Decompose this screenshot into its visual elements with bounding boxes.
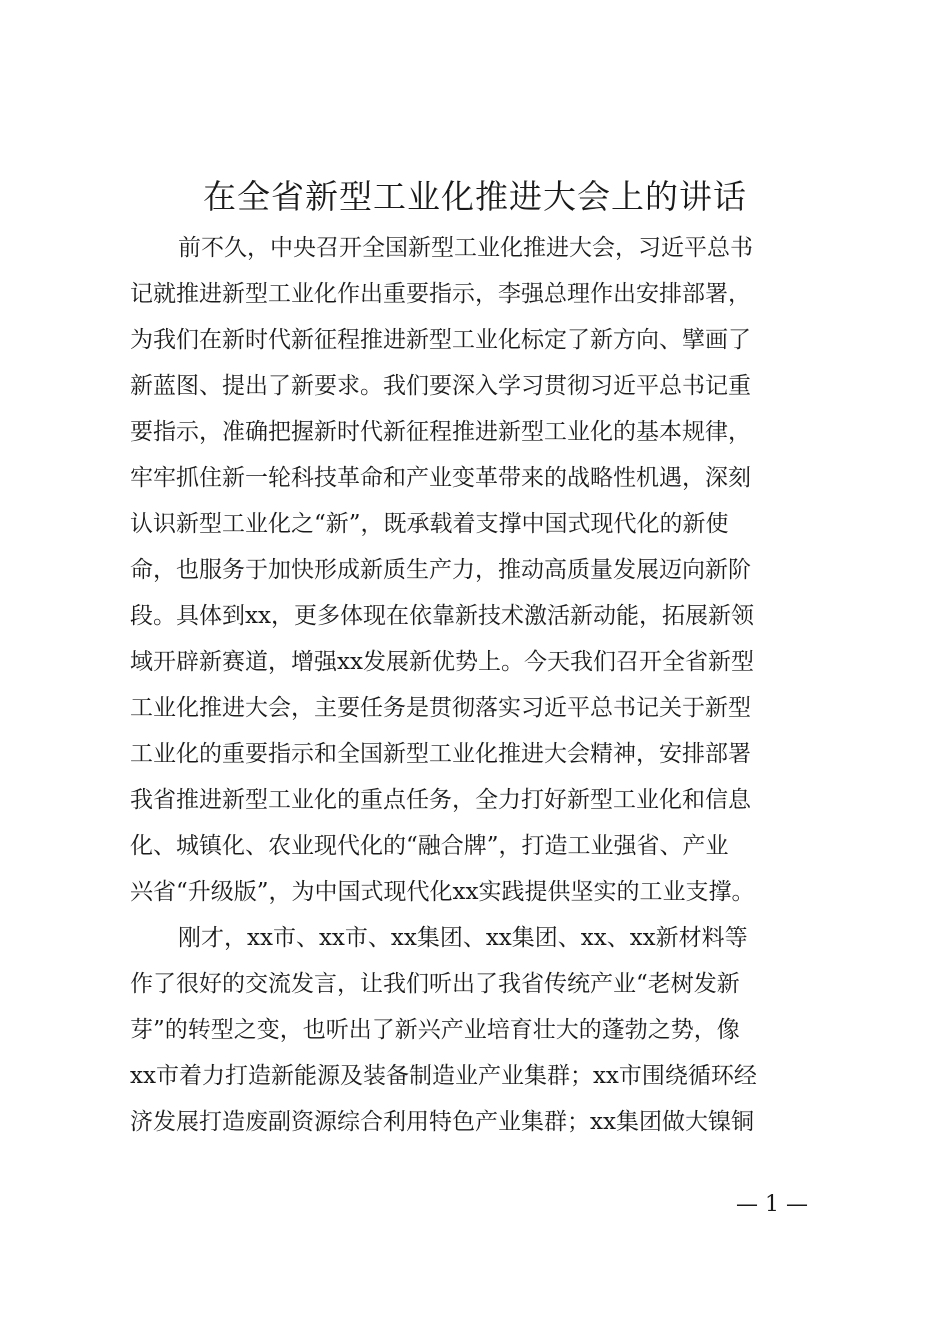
paragraph-1-line-8: 命，也服务于加快形成新质生产力，推动高质量发展迈向新阶 xyxy=(130,557,751,583)
paragraph-1-line-15: 兴省“升级版”，为中国式现代化xx实践提供坚实的工业支撑。 xyxy=(130,879,755,905)
document-body xyxy=(130,225,830,1145)
paragraph-1-line-2: 记就推进新型工业化作出重要指示，李强总理作出安排部署， xyxy=(130,281,751,307)
paragraph-1-line-1: 前不久，中央召开全国新型工业化推进大会，习近平总书 xyxy=(178,235,753,261)
paragraph-1-line-3: 为我们在新时代新征程推进新型工业化标定了新方向、擘画了 xyxy=(130,327,751,353)
paragraph-1-line-7: 认识新型工业化之“新”，既承载着支撑中国式现代化的新使 xyxy=(130,511,729,537)
page-number: — 1 — xyxy=(736,1192,808,1217)
paragraph-2-line-5: 济发展打造废副资源综合利用特色产业集群；xx集团做大镍铜 xyxy=(130,1109,754,1135)
paragraph-1-line-9: 段。具体到xx，更多体现在依靠新技术激活新动能，拓展新领 xyxy=(130,603,754,629)
paragraph-1-line-13: 我省推进新型工业化的重点任务，全力打好新型工业化和信息 xyxy=(130,787,751,813)
paragraph-2-line-2: 作了很好的交流发言，让我们听出了我省传统产业“老树发新 xyxy=(130,971,740,997)
paragraph-1-line-11: 工业化推进大会，主要任务是贯彻落实习近平总书记关于新型 xyxy=(130,695,751,721)
paragraph-1-line-10: 域开辟新赛道，增强xx发展新优势上。今天我们召开全省新型 xyxy=(130,649,754,675)
paragraph-1-line-14: 化、城镇化、农业现代化的“融合牌”，打造工业强省、产业 xyxy=(130,833,729,859)
document-title: 在全省新型工业化推进大会上的讲话 xyxy=(203,177,747,216)
paragraph-2-line-3: 芽”的转型之变，也听出了新兴产业培育壮大的蓬勃之势，像 xyxy=(130,1017,740,1043)
paragraph-1-line-5: 要指示，准确把握新时代新征程推进新型工业化的基本规律， xyxy=(130,419,751,445)
paragraph-1-line-4: 新蓝图、提出了新要求。我们要深入学习贯彻习近平总书记重 xyxy=(130,373,751,399)
paragraph-1-line-6: 牢牢抓住新一轮科技革命和产业变革带来的战略性机遇，深刻 xyxy=(130,465,751,491)
paragraph-1-line-12: 工业化的重要指示和全国新型工业化推进大会精神，安排部署 xyxy=(130,741,751,767)
paragraph-2-line-4: xx市着力打造新能源及装备制造业产业集群；xx市围绕循环经 xyxy=(130,1063,757,1089)
paragraph-2-line-1: 刚才，xx市、xx市、xx集团、xx集团、xx、xx新材料等 xyxy=(178,925,748,951)
